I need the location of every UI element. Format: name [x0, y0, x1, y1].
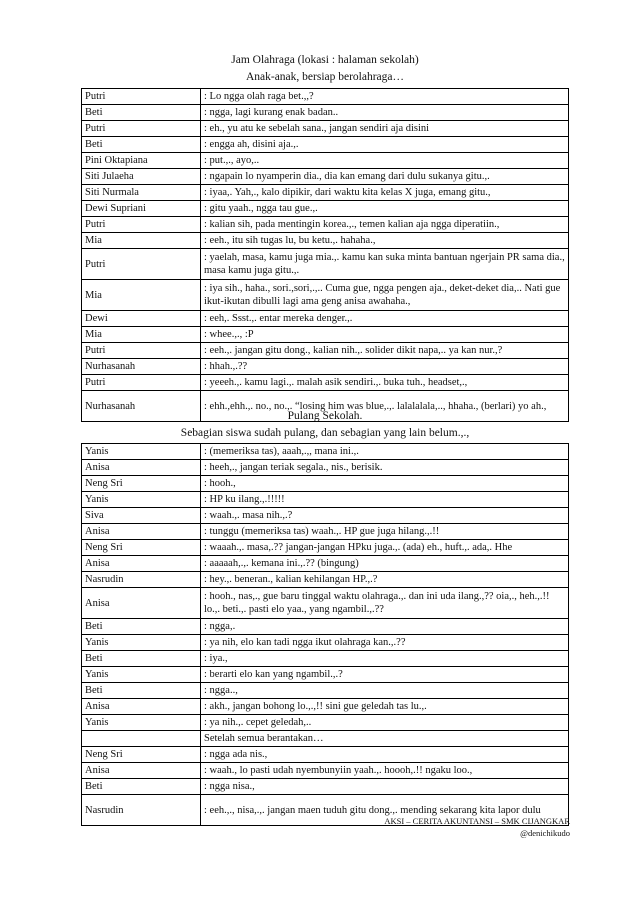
dialogue-line: : eeh.,. jangan gitu dong., kalian nih.,. solider dikit napa,.. ya kan nur.,?	[201, 343, 569, 359]
speaker-name: Beti	[82, 683, 201, 699]
dialogue-line: : whee.,., :P	[201, 327, 569, 343]
dialogue-row	[82, 311, 569, 327]
speaker-name: Yanis	[82, 492, 201, 508]
dialogue-row	[82, 105, 569, 121]
speaker-name: Nurhasanah	[82, 359, 201, 375]
speaker-name: Pini Oktapiana	[82, 153, 201, 169]
dialogue-line: : eeh.,., nisa,.,. jangan maen tuduh gitu dong.,. mending sekarang kita lapor dulu	[201, 795, 569, 826]
speaker-name: Mia	[82, 280, 201, 311]
scene1-heading	[80, 52, 570, 86]
dialogue-row	[82, 524, 569, 540]
dialogue-line: : ya nih.,. cepet geledah,..	[201, 715, 569, 731]
speaker-name: Neng Sri	[82, 540, 201, 556]
scene2-dialogue-table	[81, 443, 569, 826]
dialogue-line: : ngga ada nis.,	[201, 747, 569, 763]
speaker-name: Siva	[82, 508, 201, 524]
dialogue-line: : hooh., nas,., gue baru tinggal waktu olahraga.,. dan ini uda ilang.,?? oia,., heh.,.!! lo.,. beti.,. pasti elo yaa., yang ngambil.,.??	[201, 588, 569, 619]
dialogue-line: : gitu yaah., ngga tau gue.,.	[201, 201, 569, 217]
dialogue-row	[82, 747, 569, 763]
dialogue-line: : tunggu (memeriksa tas) waah.,. HP gue juga hilang.,.!!	[201, 524, 569, 540]
dialogue-line: : engga ah, disini aja.,.	[201, 137, 569, 153]
dialogue-row	[82, 588, 569, 619]
speaker-name: Yanis	[82, 444, 201, 460]
dialogue-line: : eeh,. Ssst.,. entar mereka denger.,.	[201, 311, 569, 327]
dialogue-line: : eh., yu atu ke sebelah sana., jangan sendiri aja disini	[201, 121, 569, 137]
dialogue-line: : eeh., itu sih tugas lu, bu ketu.,. hahaha.,	[201, 233, 569, 249]
dialogue-row	[82, 201, 569, 217]
dialogue-row	[82, 492, 569, 508]
dialogue-line: : ngga..,	[201, 683, 569, 699]
dialogue-line: : hhah.,.??	[201, 359, 569, 375]
speaker-name: Putri	[82, 343, 201, 359]
dialogue-line: : ya nih, elo kan tadi ngga ikut olahraga kan.,.??	[201, 635, 569, 651]
dialogue-row	[82, 699, 569, 715]
dialogue-line: : ngga nisa.,	[201, 779, 569, 795]
speaker-name: Anisa	[82, 460, 201, 476]
speaker-name: Siti Nurmala	[82, 185, 201, 201]
dialogue-row	[82, 683, 569, 699]
dialogue-row	[82, 359, 569, 375]
speaker-name: Anisa	[82, 763, 201, 779]
dialogue-line: : hooh.,	[201, 476, 569, 492]
dialogue-line: : yaelah, masa, kamu juga mia.,. kamu kan suka minta bantuan ngerjain PR sama dia., masa kamu juga gitu.,.	[201, 249, 569, 280]
dialogue-row	[82, 137, 569, 153]
speaker-name: Mia	[82, 327, 201, 343]
speaker-name: Dewi	[82, 311, 201, 327]
dialogue-line: : (memeriksa tas), aaah,.,, mana ini.,.	[201, 444, 569, 460]
dialogue-line: : yeeeh.,. kamu lagi.,. malah asik sendiri.,. buka tuh., headset,.,	[201, 375, 569, 391]
dialogue-row	[82, 121, 569, 137]
dialogue-line: : iyaa,. Yah,., kalo dipikir, dari waktu kita kelas X juga, emang gitu.,	[201, 185, 569, 201]
speaker-name: Beti	[82, 137, 201, 153]
footer-handle: @denichikudo	[520, 828, 570, 838]
page-footer	[384, 815, 570, 839]
speaker-name: Nurhasanah	[82, 391, 201, 422]
scene1-title: Jam Olahraga (lokasi : halaman sekolah)	[231, 54, 419, 66]
dialogue-row	[82, 651, 569, 667]
speaker-name: Beti	[82, 105, 201, 121]
footer-credit: AKSI – CERITA AKUNTANSI – SMK CIJANGKAR	[384, 816, 570, 826]
dialogue-row	[82, 779, 569, 795]
dialogue-row	[82, 249, 569, 280]
dialogue-row	[82, 715, 569, 731]
speaker-name: Beti	[82, 619, 201, 635]
dialogue-row	[82, 169, 569, 185]
dialogue-row	[82, 763, 569, 779]
dialogue-line: : waaah.,. masa,.?? jangan-jangan HPku juga.,. (ada) eh., huft.,. ada,. Hhe	[201, 540, 569, 556]
speaker-name: Neng Sri	[82, 747, 201, 763]
speaker-name: Mia	[82, 233, 201, 249]
dialogue-line: : kalian sih, pada mentingin korea.,., temen kalian aja ngga diperatiin.,	[201, 217, 569, 233]
dialogue-row	[82, 327, 569, 343]
dialogue-row	[82, 280, 569, 311]
dialogue-row	[82, 185, 569, 201]
scene2-subtitle: Sebagian siswa sudah pulang, dan sebagian yang lain belum.,.,	[180, 427, 470, 439]
dialogue-row	[82, 635, 569, 651]
speaker-name: Nasrudin	[82, 795, 201, 826]
dialogue-row	[82, 343, 569, 359]
dialogue-row	[82, 508, 569, 524]
dialogue-row	[82, 556, 569, 572]
dialogue-line: : heeh,., jangan teriak segala., nis., berisik.	[201, 460, 569, 476]
dialogue-row	[82, 731, 569, 747]
dialogue-row	[82, 540, 569, 556]
scene2-dialogue-body	[82, 444, 569, 826]
speaker-name: Anisa	[82, 699, 201, 715]
speaker-name: Siti Julaeha	[82, 169, 201, 185]
dialogue-line: : aaaaah,.,. kemana ini.,.?? (bingung)	[201, 556, 569, 572]
speaker-name: Beti	[82, 651, 201, 667]
speaker-name: Neng Sri	[82, 476, 201, 492]
speaker-name: Putri	[82, 121, 201, 137]
dialogue-line: : waah.,. masa nih.,.?	[201, 508, 569, 524]
dialogue-line: : ehh.,ehh.,. no., no.,. “losing him was blue,.,. lalalalala,.., hhaha., (berlari) yo ah.,	[201, 391, 569, 422]
speaker-name: Yanis	[82, 635, 201, 651]
dialogue-line: : iya sih., haha., sori.,sori,.,.. Cuma gue, ngga pengen aja., deket-deket dia,.. Nati gue ikut-ikutan dibulli lagi ama geng anisa awahaha.,	[201, 280, 569, 311]
dialogue-line: : Lo ngga olah raga bet.,,?	[201, 89, 569, 105]
dialogue-row	[82, 89, 569, 105]
dialogue-row	[82, 619, 569, 635]
dialogue-line: : berarti elo kan yang ngambil.,.?	[201, 667, 569, 683]
dialogue-row	[82, 572, 569, 588]
dialogue-line: Setelah semua berantakan…	[201, 731, 569, 747]
dialogue-row	[82, 217, 569, 233]
scene1-dialogue-table	[81, 88, 569, 422]
speaker-name: Beti	[82, 779, 201, 795]
scene2-heading	[80, 408, 570, 442]
speaker-name: Yanis	[82, 715, 201, 731]
scene1-dialogue-body	[82, 89, 569, 422]
dialogue-row	[82, 460, 569, 476]
dialogue-row	[82, 476, 569, 492]
speaker-name: Putri	[82, 89, 201, 105]
dialogue-row	[82, 444, 569, 460]
speaker-name: Putri	[82, 217, 201, 233]
speaker-name: Yanis	[82, 667, 201, 683]
dialogue-row	[82, 153, 569, 169]
speaker-name: Dewi Supriani	[82, 201, 201, 217]
dialogue-line: : akh., jangan bohong lo.,.,!! sini gue geledah tas lu.,.	[201, 699, 569, 715]
dialogue-row	[82, 667, 569, 683]
dialogue-line: : ngapain lo nyamperin dia., dia kan emang dari dulu sukanya gitu.,.	[201, 169, 569, 185]
speaker-name: Putri	[82, 249, 201, 280]
speaker-name: Anisa	[82, 524, 201, 540]
dialogue-row	[82, 233, 569, 249]
speaker-name: Nasrudin	[82, 572, 201, 588]
speaker-name: Putri	[82, 375, 201, 391]
dialogue-line: : ngga,.	[201, 619, 569, 635]
dialogue-line: : iya.,	[201, 651, 569, 667]
scene2-title: Pulang Sekolah.	[287, 410, 363, 422]
dialogue-line: : waah., lo pasti udah nyembunyiin yaah.,. hoooh,.!! ngaku loo.,	[201, 763, 569, 779]
dialogue-line: : put.,., ayo,..	[201, 153, 569, 169]
speaker-name: Anisa	[82, 588, 201, 619]
dialogue-row	[82, 375, 569, 391]
scene1-subtitle: Anak-anak, bersiap berolahraga…	[245, 71, 405, 83]
dialogue-line: : hey.,. beneran., kalian kehilangan HP.,.?	[201, 572, 569, 588]
dialogue-line: : HP ku ilang.,.!!!!!	[201, 492, 569, 508]
speaker-name: Anisa	[82, 556, 201, 572]
dialogue-line: : ngga, lagi kurang enak badan..	[201, 105, 569, 121]
speaker-name	[82, 731, 201, 747]
